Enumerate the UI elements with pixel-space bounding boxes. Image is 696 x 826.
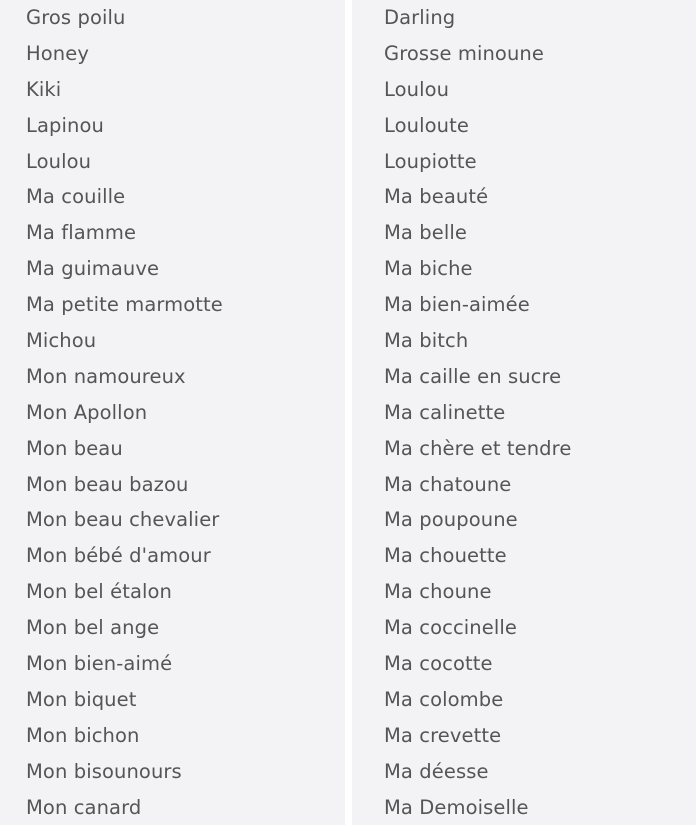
list-item: Mon Apollon [26, 400, 148, 424]
list-item: Louloute [384, 113, 469, 137]
left-column [0, 0, 345, 825]
list-item: Ma couille [26, 185, 126, 209]
list-item: Ma bien-aimée [384, 293, 530, 317]
list-item: Ma déesse [384, 759, 489, 783]
list-item: Mon bel étalon [26, 580, 173, 604]
list-item: Mon bel ange [26, 616, 160, 640]
list-item: Ma chatoune [384, 472, 512, 496]
list-item: Mon biquet [26, 687, 137, 711]
list-item: Honey [26, 41, 89, 65]
list-item: Mon bichon [26, 723, 140, 747]
list-item: Ma cocotte [384, 652, 493, 676]
list-item: Ma poupoune [384, 508, 518, 532]
list-item: Ma petite marmotte [26, 293, 223, 317]
list-item: Ma beauté [384, 185, 489, 209]
list-item: Loulou [384, 77, 450, 101]
list-item: Ma choune [384, 580, 492, 604]
list-item: Michou [26, 329, 97, 353]
list-item: Ma flamme [26, 221, 137, 245]
list-item: Ma bitch [384, 329, 469, 353]
list-item: Ma guimauve [26, 257, 160, 281]
list-item: Mon beau [26, 436, 123, 460]
list-item: Ma caille en sucre [384, 364, 562, 388]
list-item: Loulou [26, 149, 92, 173]
list-item: Kiki [26, 77, 62, 101]
list-item: Grosse minoune [384, 41, 544, 65]
list-item: Ma coccinelle [384, 616, 517, 640]
right-list [378, 0, 696, 825]
list-item: Mon namoureux [26, 364, 186, 388]
list-item: Mon beau chevalier [26, 508, 220, 532]
list-item: Mon bisounours [26, 759, 182, 783]
list-item: Ma Demoiselle [384, 795, 529, 819]
list-item: Ma biche [384, 257, 473, 281]
list-item: Mon bien-aimé [26, 652, 173, 676]
left-list [26, 0, 345, 825]
list-item: Ma calinette [384, 400, 506, 424]
list-item: Ma colombe [384, 687, 504, 711]
right-column [352, 0, 696, 825]
list-item: Ma crevette [384, 723, 502, 747]
list-item: Darling [384, 6, 456, 29]
list-item: Ma chère et tendre [384, 436, 572, 460]
list-item: Mon canard [26, 795, 142, 819]
list-item: Mon beau bazou [26, 472, 189, 496]
list-item: Ma chouette [384, 544, 507, 568]
list-item: Mon bébé d'amour [26, 544, 211, 568]
list-item: Ma belle [384, 221, 467, 245]
list-item: Gros poilu [26, 6, 126, 29]
list-item: Lapinou [26, 113, 104, 137]
list-item: Loupiotte [384, 149, 477, 173]
